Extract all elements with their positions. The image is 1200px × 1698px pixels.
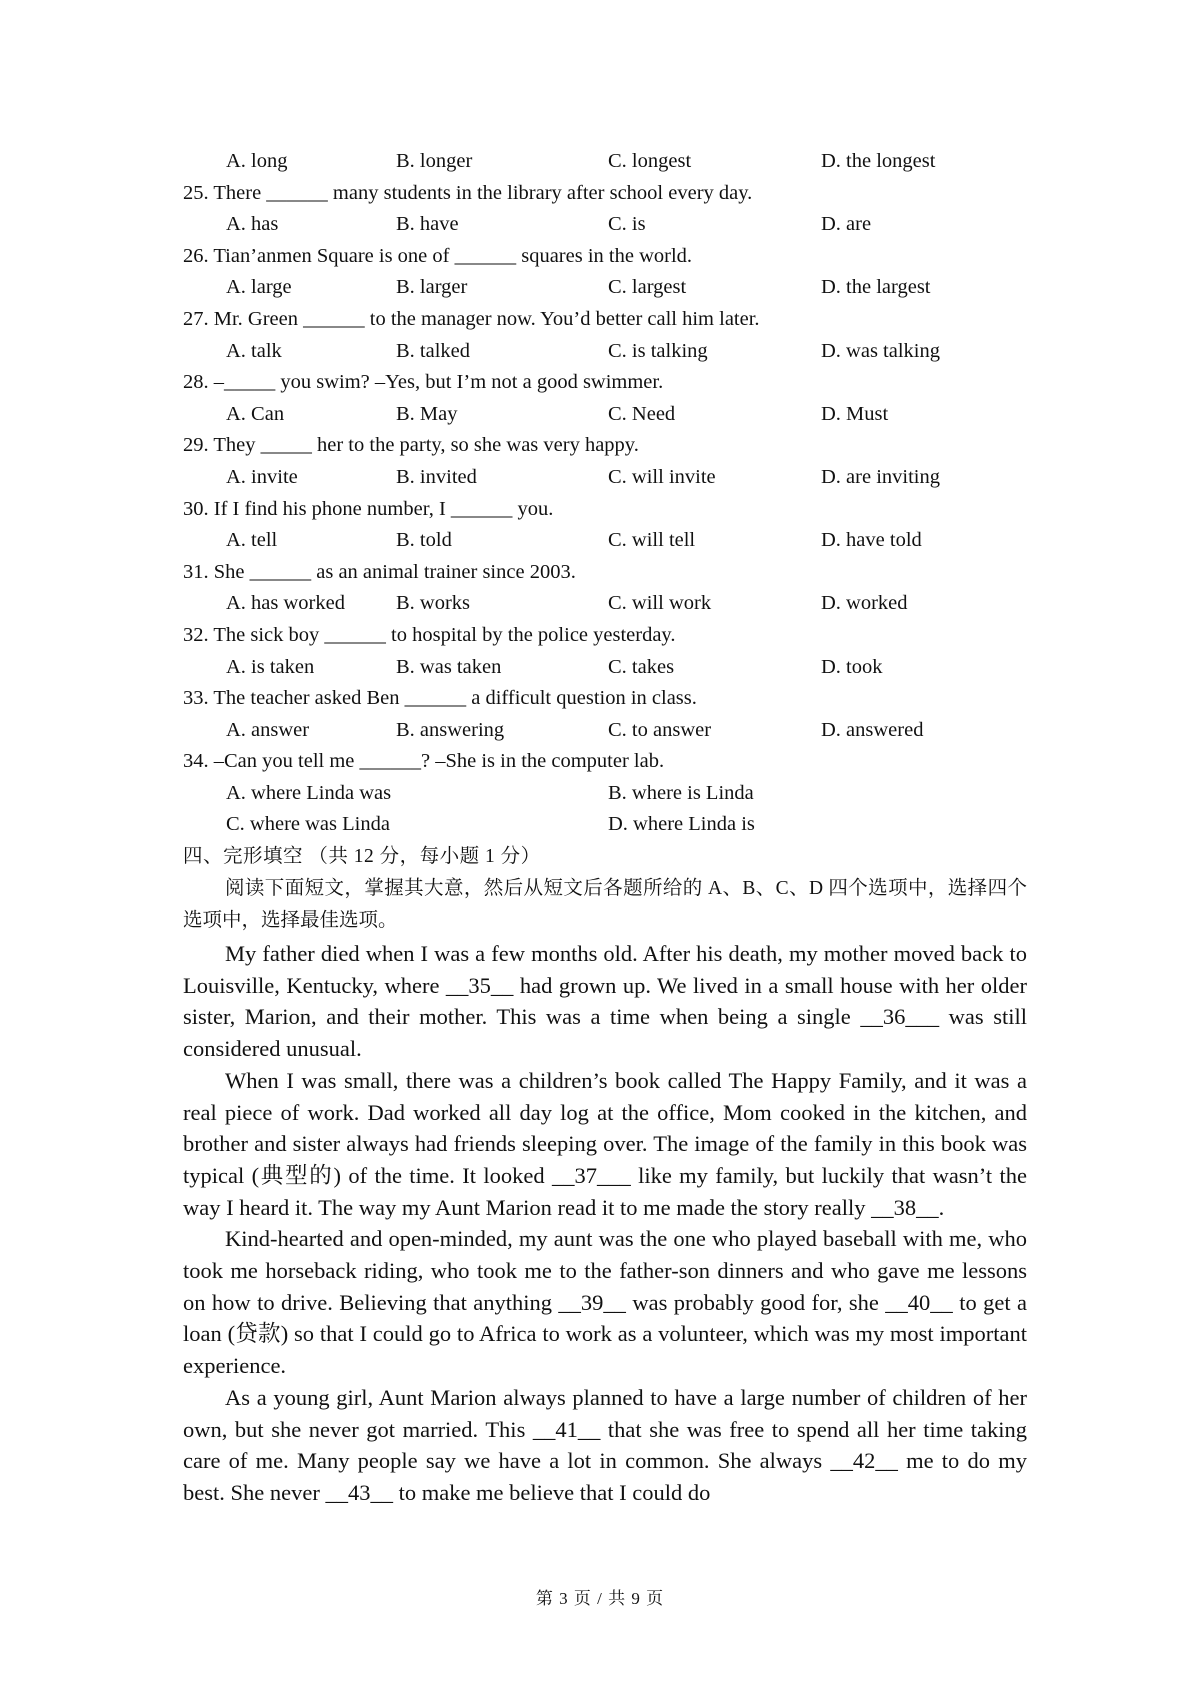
option-c: C. will work: [608, 592, 712, 615]
option-d: D. worked: [821, 592, 908, 615]
passage-paragraph: My father died when I was a few months old. After his death, my mother moved back to Louisville, Kentucky, where __35__ had grown up. We lived in a small house with her older sister, Marion, and their mother. This was a time when being a single __36___ was still considered unusual.: [183, 941, 1027, 1062]
option-c: C. takes: [608, 655, 675, 678]
option-b: B. invited: [396, 465, 477, 488]
option-c: C. is: [608, 213, 646, 236]
option-d: D. was talking: [821, 339, 940, 362]
option-d: D. the largest: [821, 276, 931, 299]
option-c: C. largest: [608, 276, 687, 299]
option-b: B. where is Linda: [608, 781, 754, 804]
cloze-passage: [183, 938, 1027, 1509]
option-a: A. answer: [226, 718, 310, 741]
option-row: [183, 778, 1063, 810]
option-a: A. large: [226, 276, 292, 299]
option-b: B. have: [396, 213, 459, 236]
page-number: 第 3 页 / 共 9 页: [535, 1589, 665, 1608]
question-30: 30. If I find his phone number, I ______ you.: [183, 497, 554, 520]
option-a: A. is taken: [226, 655, 315, 678]
option-a: A. has: [226, 213, 279, 236]
option-a: A. invite: [226, 465, 298, 488]
question-33: 33. The teacher asked Ben ______ a difficult question in class.: [183, 687, 697, 710]
passage-paragraph: Kind-hearted and open-minded, my aunt was the one who played baseball with me, who took me horseback riding, who took me to the father-son dinners and who gave me lessons on how to drive. Believing that anything __39__ was probably good for, she __40__ to get a loan (贷款) so that I could go to Africa to work as a volunteer, which was my most important experience.: [183, 1226, 1027, 1379]
option-d: D. are: [821, 213, 872, 236]
option-d: D. the longest: [821, 150, 936, 172]
option-b: B. works: [396, 592, 471, 615]
question-27: 27. Mr. Green ______ to the manager now. You’d better call him later.: [183, 307, 760, 330]
question-32: 32. The sick boy ______ to hospital by the police yesterday.: [183, 623, 676, 646]
question-25: 25. There ______ many students in the library after school every day.: [183, 181, 753, 204]
option-d: D. have told: [821, 529, 922, 552]
section-title: 四、完形填空 （共 12 分，每小题 1 分）: [183, 846, 541, 867]
option-row: [183, 209, 1063, 241]
option-row: [183, 146, 1063, 178]
option-c: C. Need: [608, 402, 676, 425]
question-26: 26. Tian’anmen Square is one of ______ squares in the world.: [183, 244, 693, 267]
option-c: C. where was Linda: [226, 813, 390, 836]
option-row: [183, 272, 1063, 304]
option-a: A. tell: [226, 529, 278, 552]
option-b: B. told: [396, 529, 452, 552]
option-b: B. May: [396, 402, 458, 425]
option-row: [183, 588, 1063, 620]
option-c: C. to answer: [608, 718, 712, 741]
option-d: D. took: [821, 655, 883, 678]
option-b: B. talked: [396, 339, 471, 362]
option-row: [183, 399, 1063, 431]
option-a: A. talk: [226, 339, 282, 362]
option-row: [183, 336, 1063, 368]
section-instructions: 阅读下面短文，掌握其大意，然后从短文后各题所给的 A、B、C、D 四个选项中，选择四个选项中，选择最佳选项。: [183, 878, 1027, 931]
option-c: C. longest: [608, 150, 692, 172]
option-d: D. are inviting: [821, 465, 940, 488]
option-b: B. larger: [396, 276, 468, 299]
option-row: [183, 525, 1063, 557]
option-d: D. Must: [821, 402, 889, 425]
option-row: [183, 715, 1063, 747]
option-a: A. Can: [226, 402, 285, 425]
option-c: C. is talking: [608, 339, 708, 362]
question-31: 31. She ______ as an animal trainer since 2003.: [183, 560, 576, 583]
option-a: A. has worked: [226, 592, 345, 615]
question-29: 29. They _____ her to the party, so she was very happy.: [183, 434, 639, 457]
multiple-choice-section: [183, 146, 1063, 841]
option-a: A. where Linda was: [226, 781, 392, 804]
option-b: B. answering: [396, 718, 505, 741]
question-34: 34. –Can you tell me ______? –She is in the computer lab.: [183, 750, 665, 773]
option-b: B. longer: [396, 150, 473, 172]
option-row: [183, 809, 1063, 841]
option-d: D. where Linda is: [608, 813, 755, 836]
option-d: D. answered: [821, 718, 924, 741]
question-28: 28. –_____ you swim? –Yes, but I’m not a good swimmer.: [183, 371, 664, 394]
passage-paragraph: As a young girl, Aunt Marion always planned to have a large number of children of her own, but she never got married. This __41__ that she was free to spend all her time taking care of me. Many people say we have a lot in common. She always __42__ me to do my best. She never __43__ to make me believe that I could do: [183, 1384, 1027, 1505]
option-c: C. will tell: [608, 529, 696, 552]
passage-paragraph: When I was small, there was a children’s book called The Happy Family, and it was a real piece of work. Dad worked all day log at the office, Mom cooked in the kitchen, and brother and sister always had friends sleeping over. The image of the family in this book was typical (典型的) of the time. It looked __37___ like my family, but luckily that wasn’t the way I heard it. The way my Aunt Marion read it to me made the story really __38__.: [183, 1067, 1027, 1220]
option-a: A. long: [226, 150, 288, 172]
option-b: B. was taken: [396, 655, 502, 678]
option-row: [183, 462, 1063, 494]
option-c: C. will invite: [608, 465, 716, 488]
option-row: [183, 652, 1063, 684]
